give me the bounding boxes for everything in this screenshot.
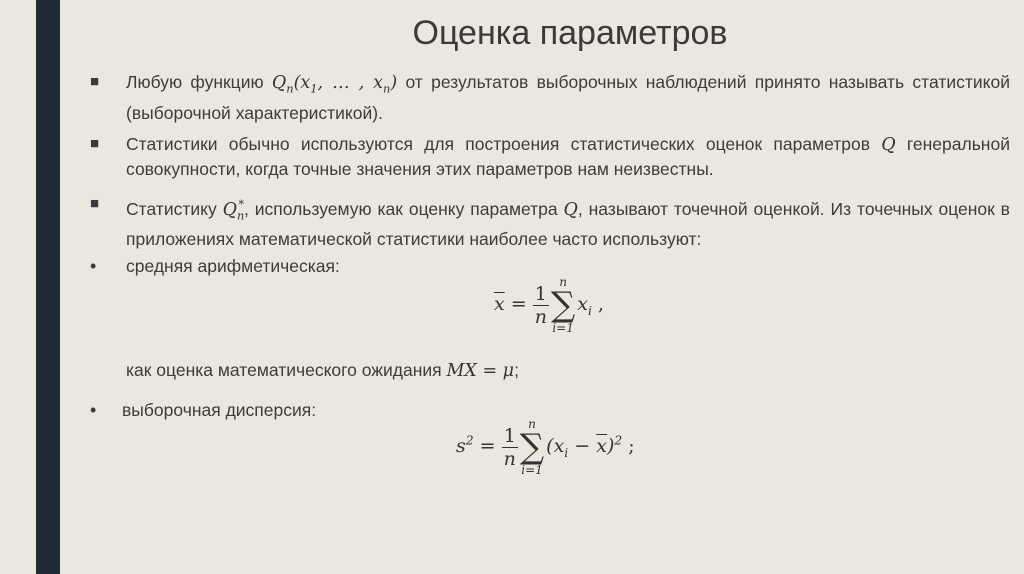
bullet-text-6: выборочная дисперсия: xyxy=(122,400,317,420)
formula-mean: $\overline{x}$ = $\frac{1}{n}$ n ∑ i=1 $x_i$ , xyxy=(494,275,605,335)
bullet-text-5: как оценка математического ожидания MX = μ; xyxy=(126,360,519,381)
text-item-5 xyxy=(90,358,1010,383)
round-bullet-icon: • xyxy=(90,400,97,420)
bullet-item-1 xyxy=(90,70,1010,125)
round-bullet-icon: • xyxy=(90,256,97,276)
bullet-text-1: Любую функцию $Q_n(x_1$, … , $x_n$) от результатов выборочных наблюдений принято называть статистикой (выборочной характеристикой). xyxy=(126,72,1011,123)
bullet-item-3 xyxy=(90,192,1010,251)
slide-title: Оценка параметров xyxy=(412,14,728,52)
bullet-text-4: средняя арифметическая: xyxy=(126,256,340,276)
square-bullet-icon: ■ xyxy=(90,135,100,152)
square-bullet-icon: ■ xyxy=(90,195,100,212)
bullet-text-2: Статистики обычно используются для построения статистических оценок параметров Q генеральной совокупности, когда точные значения этих параметров нам неизвестны. xyxy=(126,134,1010,179)
bullet-item-2 xyxy=(90,132,1010,181)
formula-variance: $s^2$ = $\frac{1}{n}$ n ∑ i=1 $(x_i - \overline{x})^2$ ; xyxy=(456,417,635,477)
bullet-item-4 xyxy=(90,254,1010,278)
sidebar-accent-bar xyxy=(36,0,60,574)
square-bullet-icon: ■ xyxy=(90,73,100,90)
bullet-text-3: Статистику $Q_n^*$, используемую как оценку параметра Q, называют точечной оценкой. Из точечных оценок в приложениях математической статистики наиболее часто используют: xyxy=(126,197,1010,250)
